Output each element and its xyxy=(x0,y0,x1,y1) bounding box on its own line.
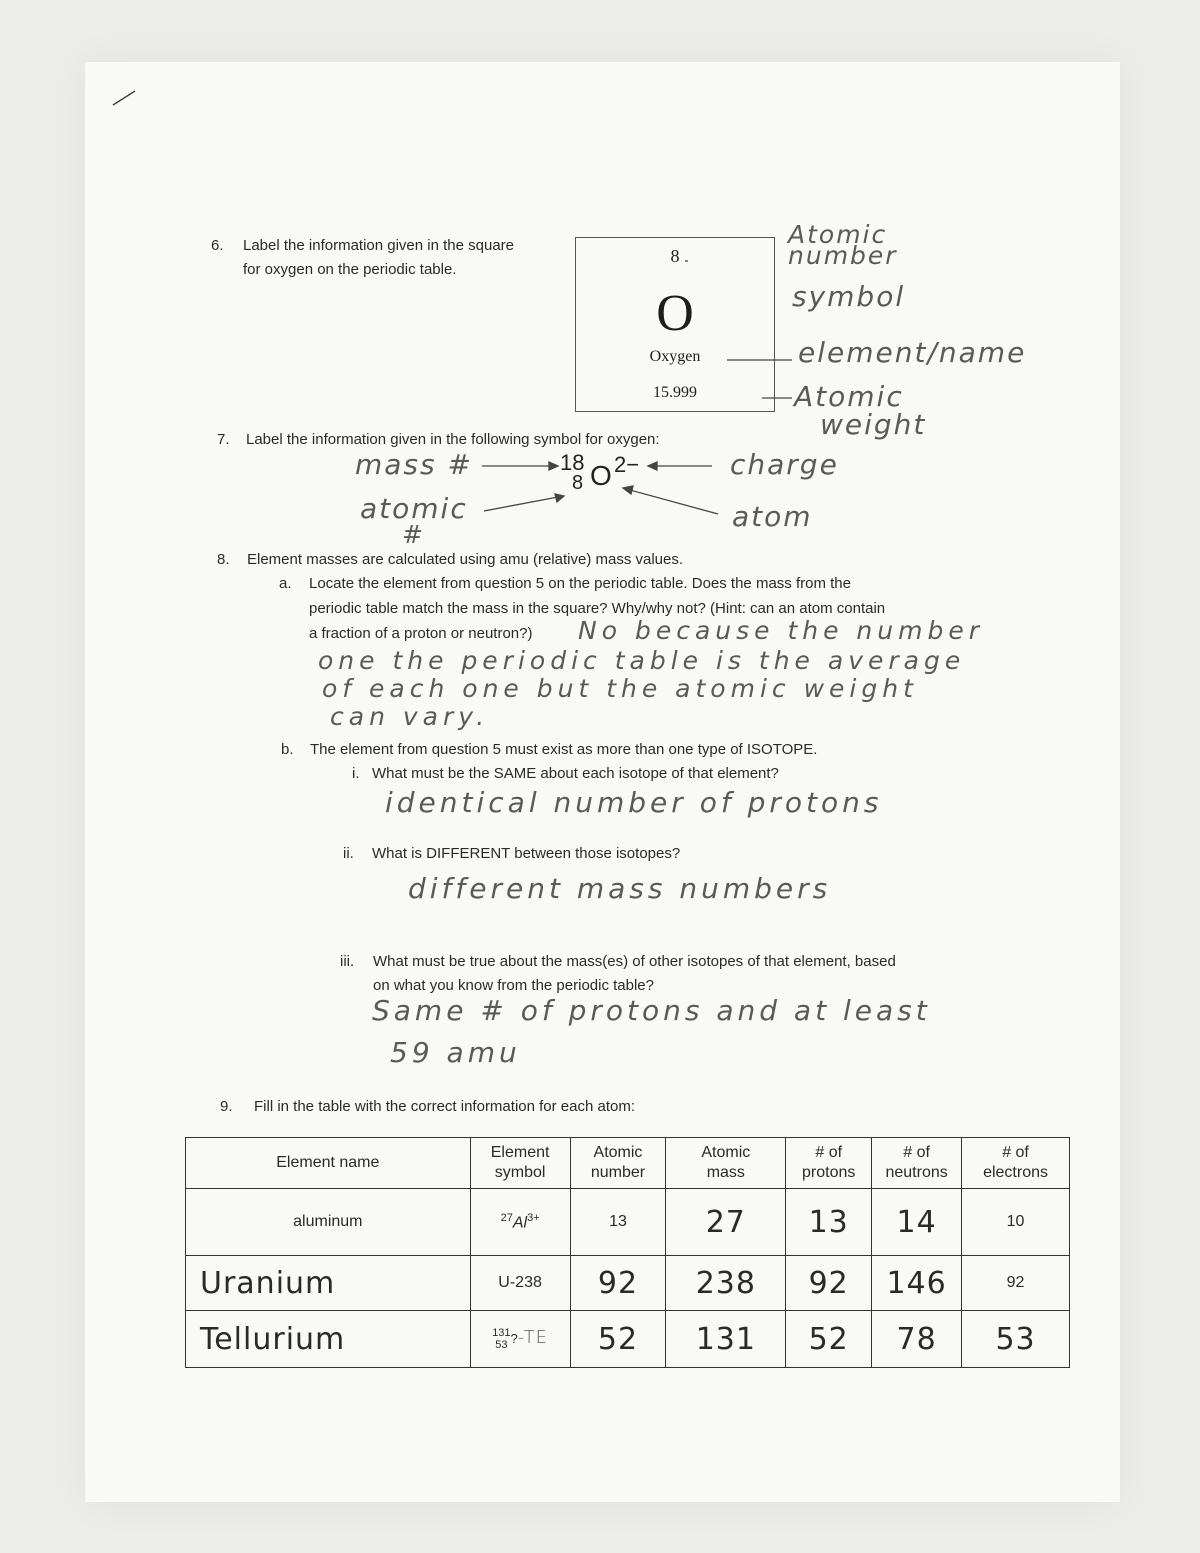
header-atomic-number: Atomic number xyxy=(570,1138,666,1189)
box-atomic-weight: 15.999 xyxy=(653,384,697,401)
answer-mass-number: mass # xyxy=(355,448,473,481)
table-row xyxy=(186,1311,1070,1368)
header-protons: # of protons xyxy=(786,1138,872,1189)
atoms-table xyxy=(185,1137,1070,1368)
cell-symbol[interactable]: U-238 xyxy=(470,1256,570,1311)
q8b-iii-answer-line2: 59 amu xyxy=(390,1036,521,1069)
isotope-element: O xyxy=(590,460,612,491)
q8b-iii-label: iii. xyxy=(340,953,355,970)
cell-symbol[interactable]: $^{27}Al^{3+}$ xyxy=(470,1189,570,1256)
q8a-answer-line4: can vary. xyxy=(330,702,490,731)
box-symbol: O xyxy=(656,285,694,342)
table-row xyxy=(186,1189,1070,1256)
q9-text: Fill in the table with the correct information for each atom: xyxy=(254,1098,636,1115)
answer-atomic-weight-2: weight xyxy=(820,408,927,441)
q8b-i-label: i. xyxy=(352,765,360,782)
q8-number: 8. xyxy=(217,551,230,568)
answer-charge: charge xyxy=(730,448,839,481)
cell-neutrons[interactable]: 146 xyxy=(872,1256,962,1311)
q8b-text: The element from question 5 must exist as more than one type of ISOTOPE. xyxy=(310,741,818,758)
header-element-name: Element name xyxy=(186,1138,471,1189)
q8b-iii-line1: What must be true about the mass(es) of other isotopes of that element, based xyxy=(373,953,896,970)
q8a-answer-line3: of each one but the atomic weight xyxy=(322,674,918,703)
table-header-row xyxy=(186,1138,1070,1189)
q6-text-line2: for oxygen on the periodic table. xyxy=(243,261,457,278)
isotope-mass-number: 18 xyxy=(560,450,585,475)
header-neutrons: # of neutrons xyxy=(872,1138,962,1189)
cell-atomic-mass[interactable]: 131 xyxy=(666,1311,786,1368)
q8-text: Element masses are calculated using amu (relative) mass values. xyxy=(247,551,684,568)
q6-number: 6. xyxy=(211,237,224,254)
cell-protons[interactable]: 92 xyxy=(786,1256,872,1311)
q8b-ii-text: What is DIFFERENT between those isotopes? xyxy=(372,845,681,862)
answer-atomic-number-1: Atomic xyxy=(788,220,888,249)
cell-electrons[interactable]: 10 xyxy=(962,1189,1070,1256)
q7-text: Label the information given in the following symbol for oxygen: xyxy=(246,431,660,448)
cell-neutrons[interactable]: 14 xyxy=(872,1189,962,1256)
q8b-i-answer: identical number of protons xyxy=(385,786,883,819)
isotope-charge: 2− xyxy=(614,452,640,477)
q8a-label: a. xyxy=(279,575,292,592)
cell-atomic-number[interactable]: 13 xyxy=(570,1189,666,1256)
answer-atomic-number-2: number xyxy=(788,241,898,270)
cell-name[interactable]: aluminum xyxy=(186,1189,471,1256)
answer-atomic-line1: atomic xyxy=(360,492,468,525)
isotope-atomic-number: 8 xyxy=(572,472,584,494)
answer-atomic-weight-1: Atomic xyxy=(794,380,904,413)
q6-text-line1: Label the information given in the square xyxy=(243,237,515,254)
q8b-ii-answer: different mass numbers xyxy=(408,872,832,905)
answer-symbol: symbol xyxy=(792,280,906,313)
header-electrons: # of electrons xyxy=(962,1138,1070,1189)
cell-symbol[interactable]: 131 53 ?-TE xyxy=(470,1311,570,1368)
answer-atom: atom xyxy=(732,500,813,533)
q7-number: 7. xyxy=(217,431,230,448)
q8b-ii-label: ii. xyxy=(343,845,354,862)
answer-atomic-line2: # xyxy=(402,520,425,549)
cell-atomic-number[interactable]: 92 xyxy=(570,1256,666,1311)
header-element-symbol: Element symbol xyxy=(470,1138,570,1189)
q9-number: 9. xyxy=(220,1098,233,1115)
q8a-line2: periodic table match the mass in the square? Why/why not? (Hint: can an atom contain xyxy=(309,600,886,617)
answer-element-name: element/name xyxy=(798,336,1027,369)
cell-neutrons[interactable]: 78 xyxy=(872,1311,962,1368)
q8a-answer-line2: one the periodic table is the average xyxy=(318,646,966,675)
q8b-iii-line2: on what you know from the periodic table? xyxy=(373,977,654,994)
q8a-line3: a fraction of a proton or neutron?) xyxy=(309,625,533,642)
cell-protons[interactable]: 13 xyxy=(786,1189,872,1256)
cell-name[interactable]: Uranium xyxy=(186,1256,471,1311)
q8b-label: b. xyxy=(281,741,294,758)
cell-atomic-mass[interactable]: 27 xyxy=(666,1189,786,1256)
q8a-line1: Locate the element from question 5 on the periodic table. Does the mass from the xyxy=(309,575,851,592)
box-atomic-number: 8 xyxy=(670,246,680,266)
q8b-i-text: What must be the SAME about each isotope of that element? xyxy=(372,765,779,782)
box-element-name: Oxygen xyxy=(649,348,701,365)
q8a-answer-line1: No because the number xyxy=(578,616,985,645)
q8b-iii-answer-line1: Same # of protons and at least xyxy=(372,994,931,1027)
header-atomic-mass: Atomic mass xyxy=(666,1138,786,1189)
table-row xyxy=(186,1256,1070,1311)
cell-electrons[interactable]: 92 xyxy=(962,1256,1070,1311)
cell-electrons[interactable]: 53 xyxy=(962,1311,1070,1368)
cell-atomic-mass[interactable]: 238 xyxy=(666,1256,786,1311)
cell-name[interactable]: Tellurium xyxy=(186,1311,471,1368)
cell-protons[interactable]: 52 xyxy=(786,1311,872,1368)
cell-atomic-number[interactable]: 52 xyxy=(570,1311,666,1368)
